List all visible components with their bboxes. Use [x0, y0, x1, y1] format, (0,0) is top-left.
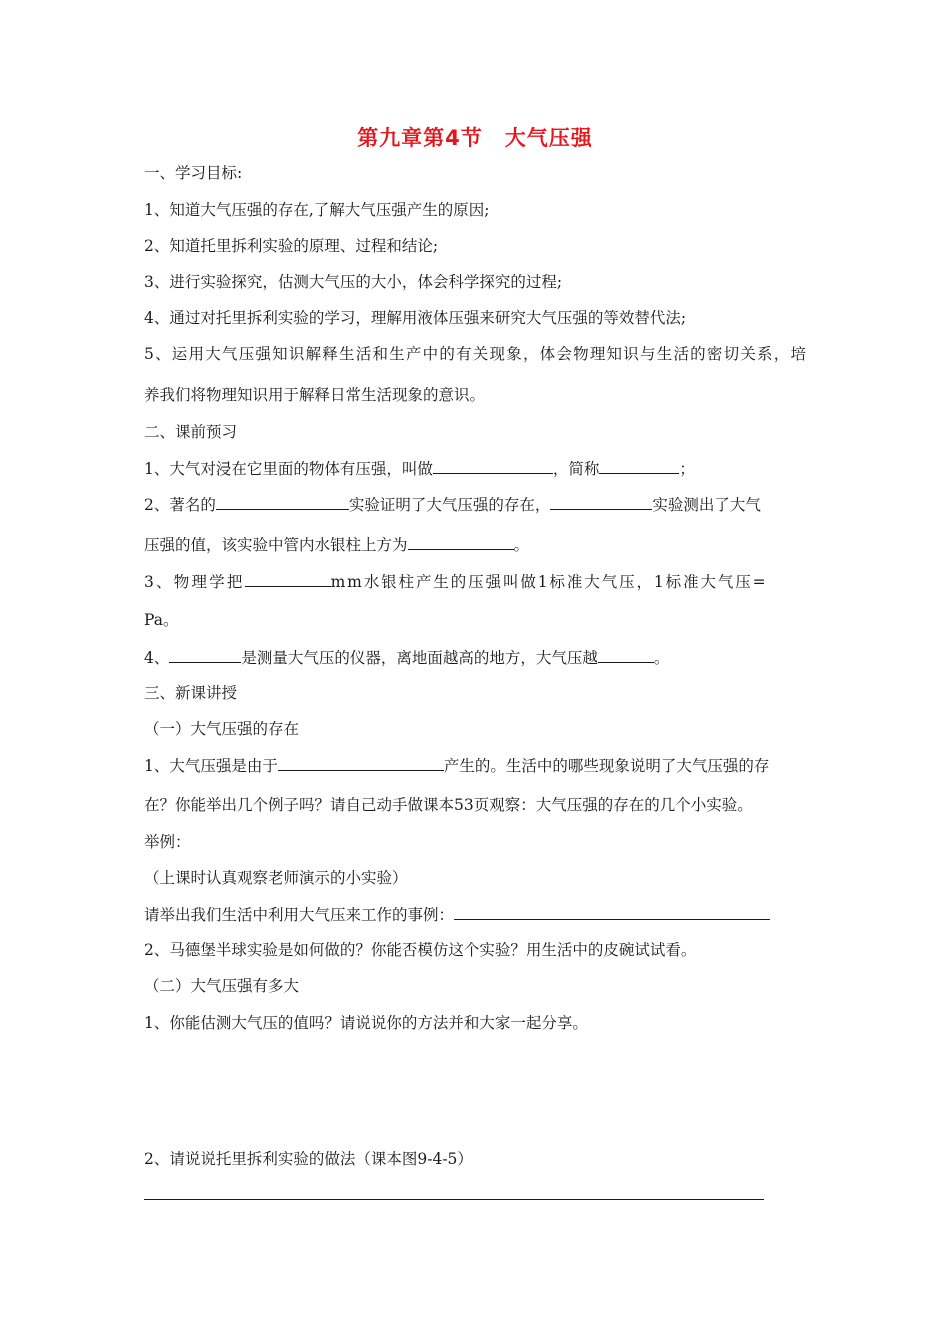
section-heading-preview: 二、课前预习 — [144, 423, 238, 441]
goal-item: 1、知道大气压强的存在,了解大气压强产生的原因; — [144, 201, 490, 219]
goal-item: 5、运用大气压强知识解释生活和生产中的有关现象，体会物理知识与生活的密切关系，培 — [144, 345, 806, 363]
goal-item: 3、进行实验探究，估测大气压的大小，体会科学探究的过程; — [144, 273, 563, 291]
fill-blank[interactable] — [454, 904, 770, 920]
goal-item: 4、通过对托里拆利实验的学习，理解用液体压强来研究大气压强的等效替代法; — [144, 309, 687, 327]
preview-question-2: 2、著名的 实验证明了大气压强的存在， 实验测出了大气 — [144, 496, 761, 514]
goal-item: 养我们将物理知识用于解释日常生活现象的意识。 — [144, 386, 486, 404]
lesson-question-1: 1、大气压强是由于 产生的。生活中的哪些现象说明了大气压强的存 — [144, 757, 770, 775]
example-label: 举例： — [144, 833, 191, 851]
lesson-question-2: 2、马德堡半球实验是如何做的？你能否模仿这个实验？用生活中的皮碗试试看。 — [144, 941, 697, 959]
lesson-question-1-cont: 在？你能举出几个例子吗？请自己动手做课本53页观察：大气压强的存在的几个小实验。 — [144, 796, 753, 814]
section-heading-lesson: 三、新课讲授 — [144, 684, 238, 702]
lesson-example-prompt: 请举出我们生活中利用大气压来工作的事例： — [144, 904, 770, 925]
fill-blank[interactable] — [408, 534, 514, 550]
fill-blank[interactable] — [550, 494, 652, 510]
preview-question-3: 3、物理学把 mm水银柱产生的压强叫做1标准大气压，1标准大气压= — [144, 573, 768, 591]
page-title: 第九章第4节 大气压强 — [357, 126, 593, 150]
subsection-heading: （一）大气压强的存在 — [144, 720, 300, 738]
preview-question-1: 1、大气对浸在它里面的物体有压强，叫做 ，简称 ； — [144, 460, 695, 478]
subsection-heading: （二）大气压强有多大 — [144, 977, 300, 995]
lesson-question-4: 2、请说说托里拆利实验的做法（课本图9-4-5） — [144, 1150, 473, 1168]
fill-blank[interactable] — [169, 647, 241, 663]
section-heading-goals: 一、学习目标: — [144, 164, 243, 182]
answer-line[interactable] — [144, 1199, 764, 1200]
fill-blank[interactable] — [599, 458, 679, 474]
fill-blank[interactable] — [216, 494, 349, 510]
preview-question-2-cont: 压强的值，该实验中管内水银柱上方为 。 — [144, 536, 530, 554]
goal-item: 2、知道托里拆利实验的原理、过程和结论; — [144, 237, 439, 255]
preview-question-4: 4、 是测量大气压的仪器，离地面越高的地方，大气压越 。 — [144, 649, 670, 667]
lesson-question-3: 1、你能估测大气压的值吗？请说说你的方法并和大家一起分享。 — [144, 1014, 588, 1032]
preview-question-3-cont: Pa。 — [144, 611, 179, 629]
fill-blank[interactable] — [433, 458, 553, 474]
fill-blank[interactable] — [598, 647, 654, 663]
fill-blank[interactable] — [245, 571, 331, 587]
fill-blank[interactable] — [278, 755, 444, 771]
note-text: （上课时认真观察老师演示的小实验） — [144, 869, 408, 887]
